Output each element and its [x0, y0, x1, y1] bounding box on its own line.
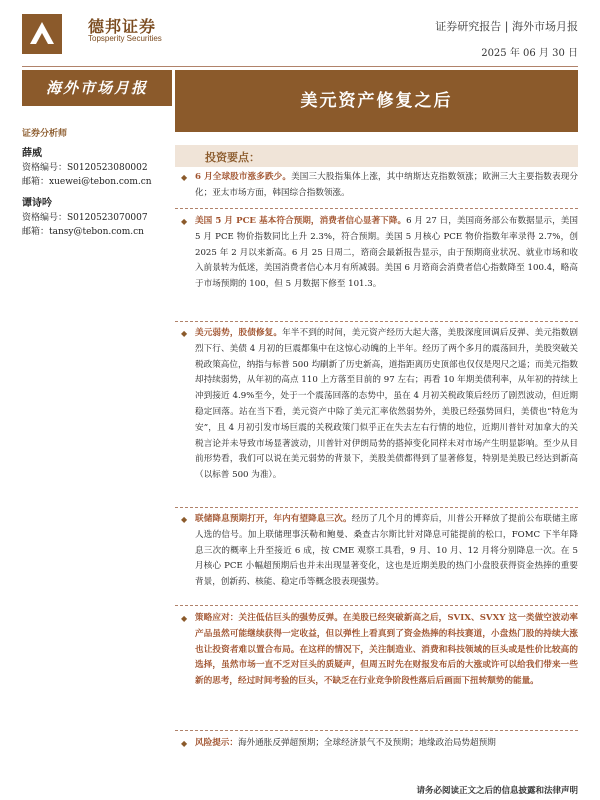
divider — [175, 321, 578, 322]
bullet-lead: 美国 5 月 PCE 基本符合预期，消费者信心显著下降。 — [195, 216, 407, 226]
analyst-panel — [22, 120, 172, 239]
report-category: 海外市场月报 — [22, 70, 172, 106]
list-item — [195, 736, 578, 752]
bullet-text: 6 月 27 日，美国商务部公布数据显示，美国 5 月 PCE 物价指数同比上升 2.3%，符合预期。美国 5 月核心 PCE 物价指数年率录得 2.7%，创 2025 年 2 月以来新高。6 月 25 日周二，谘商会最新报告显示，由于预期商业状况、就业市场和收入前景转为低迷，美国消费者信心本月有所减弱。美国 6 月谘商会消费者信心指数降至 100.4，略高于市场预期的 100，但 5 月数据下修至 101.3。 — [195, 216, 578, 290]
list-item — [195, 512, 578, 591]
analyst-cert: 资格编号：S0120523070007 — [22, 213, 148, 223]
list-item — [195, 611, 578, 690]
analyst-email: 邮箱：xuewei@tebon.com.cn — [22, 177, 152, 187]
report-header — [0, 0, 600, 70]
bullet-lead: 策略应对：关注低估巨头的强势反弹。在美股已经突破新高之后，SVIX、SVXY 这一类做空波动率产品虽然可能继续获得一定收益，但以弹性上看真到了资金热捧的科技赛道，小盘热门股的持续大涨也让投资者难以置合布局。在这样的情况下，关注制造业、消费和科技领域的巨头或是性价比较高的选择，虽然市场一直不乏对巨头的质疑声，但周五时先在财报发布后的大涨或许可以给我们带来一些新的思考，经过时间考验的巨头，不缺乏在行业竞争阶段性落后后画面下扭转颓势的能量。 — [195, 613, 578, 687]
analyst-email: 邮箱：tansy@tebon.com.cn — [22, 227, 144, 237]
logo-en: Topsperity Securities — [88, 34, 162, 43]
report-title: 美元资产修复之后 — [175, 70, 578, 132]
analyst-section-title: 证券分析师 — [22, 129, 68, 139]
bullet-text: 经历了几个月的博弈后，川普公开释放了提前公布联储主席人选的信号。加上联储理事沃勒和鲍曼、桑查古尔斯比针对降息可能提前的松口，FOMC 下半年降息三次的概率上升至接近 6 成，按 CME 观察工具看，9 月、10 月、12 月将分别降息一次。在 5 月核心 PCE 小幅超预期后也并未出现显著变化，这也是近期美股的热门小盘股获得资金热捧的重要背景，创新药、核能、稳定币等概念股表现强势。 — [195, 514, 578, 588]
divider — [175, 507, 578, 508]
header-divider — [22, 66, 578, 67]
key-points-header — [175, 145, 578, 167]
report-type: 证券研究报告 | 海外市场月报 — [435, 20, 578, 33]
bullet-lead: 联储降息预期打开，年内有望降息三次。 — [195, 514, 352, 524]
tebon-logo-icon — [22, 14, 62, 54]
analyst-cert: 资格编号：S0120523080002 — [22, 163, 148, 173]
logo-cn: 德邦证券 — [88, 17, 157, 36]
divider — [175, 208, 578, 209]
bullet-text: 美国三大股指集体上涨，其中纳斯达克指数领涨；欧洲三大主要指数表现分化；亚太市场方面，韩国综合指数领涨。 — [195, 172, 578, 198]
divider — [175, 730, 578, 731]
list-item — [195, 326, 578, 484]
bullet-text: 年半不到的时间，美元资产经历大起大落，美股深度回调后反弹、美元指数剧烈下行、美债 4 月初的巨震都集中在这惊心动魄的上半年。经历了两个多月的震荡回升，美股突破关税政策高位，纳指与标普 500 均刷新了历史新高，道指距离历史顶部也仅仅是咫尺之遥；而美元指数却持续弱势，从年初的高点 110 上方落至目前的 97 左右；再看 10 年期美债利率，从年初的持续上冲到接近 4.9%至今，处于一个震荡回落的态势中，虽在 4 月初关税政策后经历了剧烈波动，但近期稳定回落。站在当下看，美元资产中除了美元汇率依然弱势外，美股已经强势回归，美债也“特危为安”，且 4 月初引发市场巨震的关税政策门似乎正在失去左右行情的地位，近期川普针对加拿大的关税言论并未导致市场显著波动，川普针对伊朗局势的搭掉变化同样未对市场产生明显影响。至少从目前形势看，我们可以说在美元弱势的背景下，美股美债都得到了显著修复，特别是美股已经达到新高（以标普 500 为准）。 — [195, 328, 578, 481]
key-points-title: 投资要点： — [205, 151, 260, 164]
bullet-lead: 6 月全球股市涨多跌少。 — [195, 172, 292, 182]
list-item — [195, 214, 578, 293]
bullet-lead: 风险提示： — [195, 738, 238, 748]
bullet-text: 海外通胀反弹超预期；全球经济景气不及预期；地缘政治局势超预期 — [237, 738, 496, 748]
report-date: 2025 年 06 月 30 日 — [481, 48, 578, 59]
divider — [175, 605, 578, 606]
analyst-name: 谭诗吟 — [22, 198, 52, 209]
list-item — [195, 170, 578, 202]
bullet-lead: 美元弱势，股债修复。 — [195, 328, 283, 338]
footer-disclaimer: 请务必阅读正文之后的信息披露和法律声明 — [416, 786, 578, 796]
analyst-name: 薛威 — [22, 148, 42, 159]
